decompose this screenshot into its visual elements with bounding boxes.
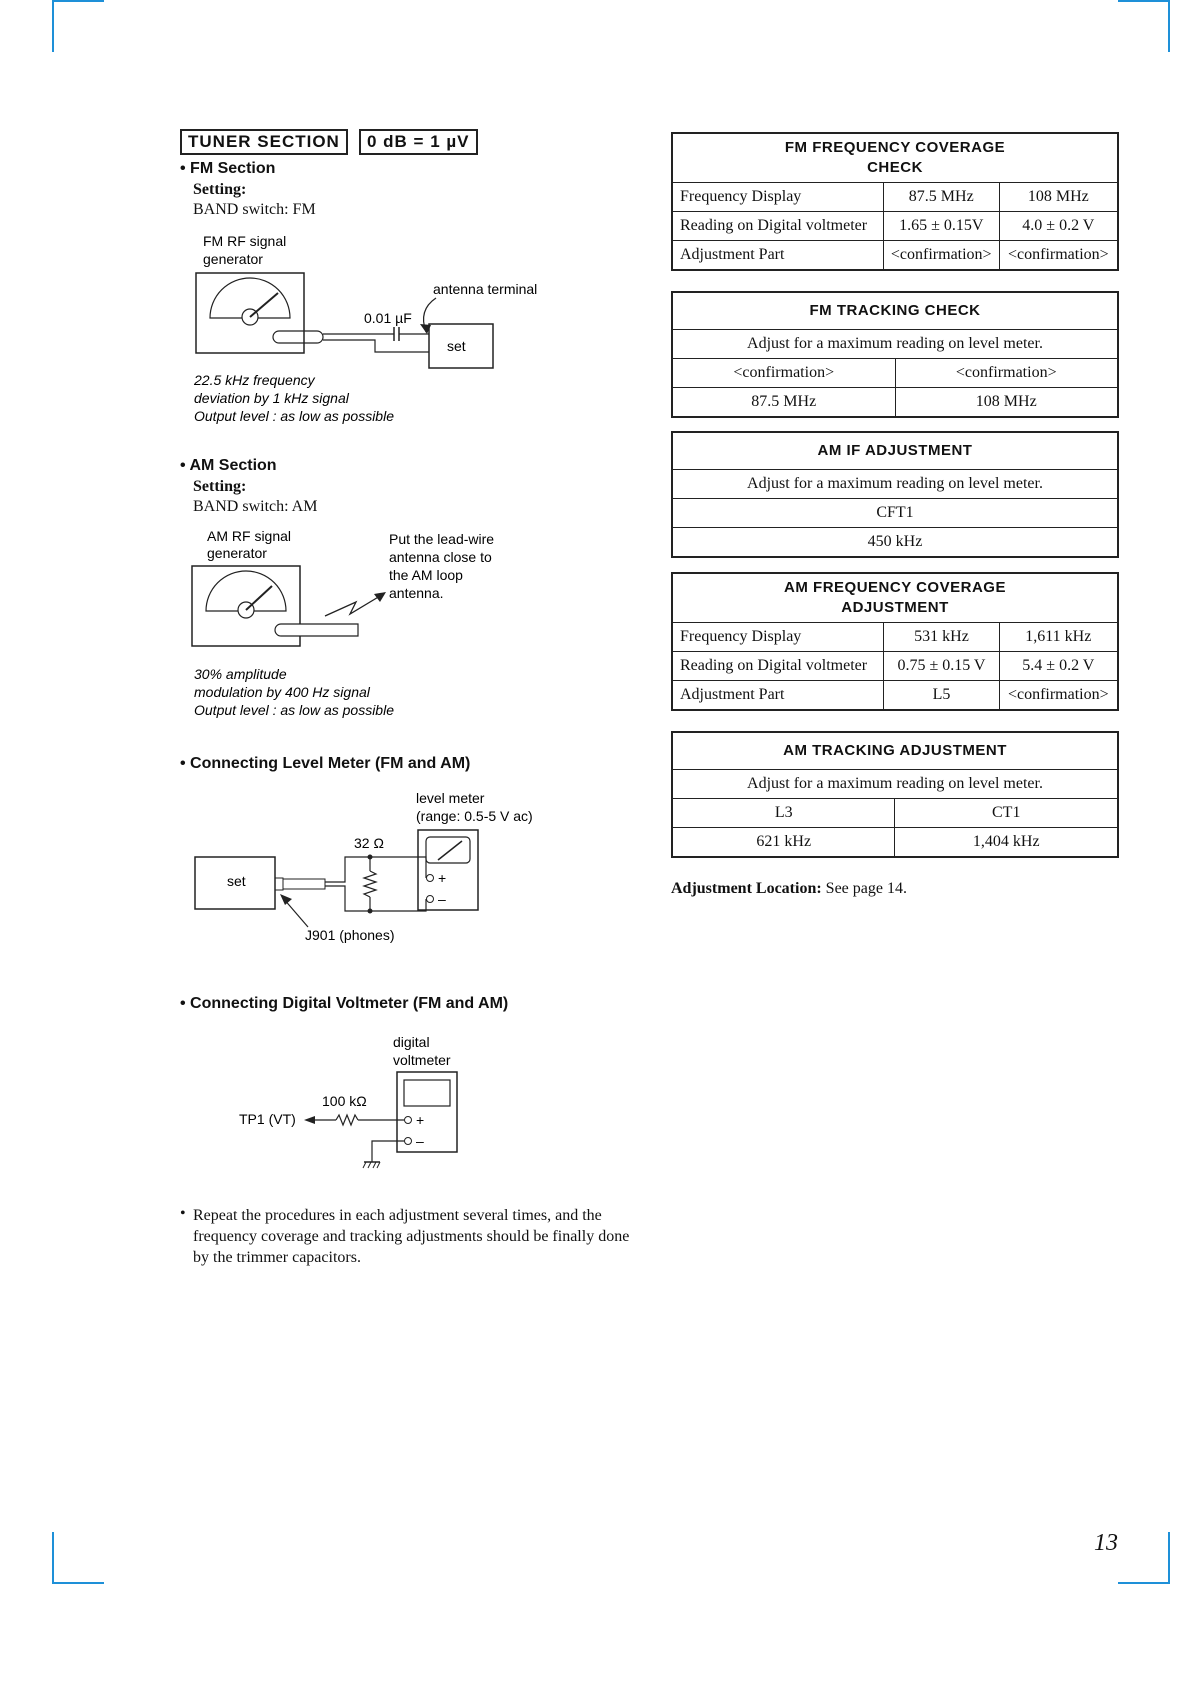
table-row: [672, 388, 1118, 418]
table-cell: <confirmation>: [672, 359, 895, 388]
voltmeter-diagram: [180, 1030, 520, 1180]
am-generator-needle: [246, 586, 272, 610]
crop-mark-bl-v: [52, 1532, 54, 1584]
am-connection-diagram: [180, 524, 540, 724]
table-cell: Adjust for a maximum reading on level meter.: [672, 330, 1118, 359]
fm-generator-needle: [250, 293, 278, 317]
crop-mark-tr-h: [1118, 0, 1170, 2]
am-band-switch: BAND switch: AM: [193, 498, 318, 515]
am-lead-text-1: Put the lead-wire: [389, 531, 495, 547]
level-meter-needle: [438, 841, 462, 860]
level-meter-resistor: [364, 871, 376, 897]
table-cell: 450 kHz: [672, 528, 1118, 558]
voltmeter-display: [404, 1080, 450, 1106]
voltmeter-ground-hatch-4: [377, 1162, 380, 1168]
am-frequency-coverage-table: [671, 572, 1119, 711]
am-coverage-title: AM FREQUENCY COVERAGE ADJUSTMENT: [672, 573, 1118, 623]
level-meter-display: [426, 837, 470, 863]
voltmeter-minus-terminal: [405, 1138, 412, 1145]
table-cell: <confirmation>: [999, 241, 1118, 271]
fm-generator-label-1: FM RF signal: [203, 233, 287, 249]
table-cell: 5.4 ± 0.2 V: [999, 652, 1118, 681]
level-meter-jack-arrowhead: [280, 894, 292, 905]
fm-capacitor-label: 0.01 µF: [364, 310, 412, 326]
table-cell: 108 MHz: [999, 183, 1118, 212]
am-if-table: [671, 431, 1119, 558]
table-cell: L3: [672, 799, 895, 828]
crop-mark-tl-h: [52, 0, 104, 2]
table-row: [672, 330, 1118, 359]
fm-section-heading: • FM Section: [180, 160, 276, 177]
adjustment-location: [671, 880, 907, 898]
fm-band-switch: BAND switch: FM: [193, 201, 316, 218]
level-meter-label-1: level meter: [416, 790, 485, 806]
crop-mark-tr-v: [1168, 0, 1170, 52]
am-lead-wire: [275, 624, 358, 636]
repeat-note-bullet: •: [180, 1205, 186, 1222]
table-cell: 4.0 ± 0.2 V: [999, 212, 1118, 241]
am-section-heading: • AM Section: [180, 457, 277, 474]
adjustment-location-text: See page 14.: [821, 880, 907, 897]
table-cell: <confirmation>: [895, 359, 1118, 388]
voltmeter-plus-terminal: [405, 1117, 412, 1124]
table-cell: L5: [884, 681, 999, 711]
table-cell: Frequency Display: [672, 623, 884, 652]
am-tracking-title: AM TRACKING ADJUSTMENT: [672, 732, 1118, 770]
am-lead-text-2: antenna close to: [389, 549, 492, 565]
table-cell: 0.75 ± 0.15 V: [884, 652, 999, 681]
am-note-3: Output level : as low as possible: [194, 702, 394, 718]
voltmeter-tp-arrowhead: [304, 1116, 315, 1124]
level-meter-diagram: [180, 785, 560, 945]
am-generator-label-1: AM RF signal: [207, 528, 292, 544]
voltmeter-ground-hatch-1: [363, 1162, 366, 1168]
table-cell: Frequency Display: [672, 183, 883, 212]
table-cell: 1.65 ± 0.15V: [883, 212, 999, 241]
table-row: [672, 499, 1118, 528]
level-meter-jack-label: J901 (phones): [305, 927, 395, 943]
adjustment-location-label: Adjustment Location:: [671, 880, 822, 897]
voltmeter-heading: • Connecting Digital Voltmeter (FM and AM): [180, 995, 509, 1012]
voltmeter-plus-sign: +: [416, 1112, 425, 1128]
table-row: [672, 241, 1118, 271]
crop-mark-tl-v: [52, 0, 54, 52]
table-row: [672, 799, 1118, 828]
level-meter-plug: [275, 878, 283, 890]
fm-note-3: Output level : as low as possible: [194, 408, 394, 424]
reference-level-title: 0 dB = 1 µV: [359, 129, 478, 155]
am-radiation-arrowhead: [374, 592, 386, 602]
table-row: [672, 623, 1118, 652]
table-cell: Adjustment Part: [672, 241, 883, 271]
table-cell: 108 MHz: [895, 388, 1118, 418]
table-cell: Adjustment Part: [672, 681, 884, 711]
fm-antenna-terminal-label: antenna terminal: [433, 281, 538, 297]
fm-generator-label-2: generator: [203, 251, 263, 267]
am-if-title: AM IF ADJUSTMENT: [672, 432, 1118, 470]
fm-ground-wire: [323, 340, 429, 352]
table-cell: Adjust for a maximum reading on level meter.: [672, 470, 1118, 499]
fm-set-label: set: [447, 338, 466, 354]
crop-mark-bl-h: [52, 1582, 104, 1584]
am-generator-label-2: generator: [207, 545, 267, 561]
tuner-section-title: TUNER SECTION: [180, 129, 348, 155]
level-meter-plug-sleeve: [283, 879, 325, 889]
table-row: [672, 212, 1118, 241]
table-cell: <confirmation>: [999, 681, 1118, 711]
table-cell: 1,611 kHz: [999, 623, 1118, 652]
table-row: [672, 183, 1118, 212]
level-meter-set-label: set: [227, 873, 246, 889]
table-cell: 621 kHz: [672, 828, 895, 858]
level-meter-node-top: [368, 855, 373, 860]
am-note-2: modulation by 400 Hz signal: [194, 684, 370, 700]
am-lead-text-4: antenna.: [389, 585, 444, 601]
table-row: [672, 528, 1118, 558]
level-meter-heading: • Connecting Level Meter (FM and AM): [180, 755, 471, 772]
level-meter-resistor-label: 32 Ω: [354, 835, 384, 851]
table-row: [672, 359, 1118, 388]
level-meter-wire-top: [325, 857, 426, 882]
crop-mark-br-v: [1168, 1532, 1170, 1584]
voltmeter-ground-hatch-2: [368, 1162, 371, 1168]
fm-tracking-title: FM TRACKING CHECK: [672, 292, 1118, 330]
voltmeter-ground-hatch-3: [373, 1162, 376, 1168]
fm-cable-connector: [273, 331, 323, 343]
table-cell: CFT1: [672, 499, 1118, 528]
table-row: [672, 652, 1118, 681]
am-setting-label: Setting:: [193, 478, 247, 495]
repeat-note: Repeat the procedures in each adjustment several times, and the frequency coverage and tracking adjustments should be finally done by the trimmer capacitors.: [193, 1207, 630, 1266]
table-cell: CT1: [895, 799, 1118, 828]
level-meter-minus-terminal: [427, 896, 434, 903]
voltmeter-minus-sign: –: [416, 1133, 424, 1149]
voltmeter-resistor-label: 100 kΩ: [322, 1093, 367, 1109]
table-cell: 87.5 MHz: [883, 183, 999, 212]
level-meter-node-bottom: [368, 909, 373, 914]
crop-mark-br-h: [1118, 1582, 1170, 1584]
level-meter-minus-sign: –: [438, 891, 446, 907]
table-cell: 531 kHz: [884, 623, 999, 652]
table-row: [672, 681, 1118, 711]
fm-tracking-table: [671, 291, 1119, 418]
table-cell: 1,404 kHz: [895, 828, 1118, 858]
fm-note-2: deviation by 1 kHz signal: [194, 390, 349, 406]
level-meter-plus-terminal: [427, 875, 434, 882]
am-lead-text-3: the AM loop: [389, 567, 463, 583]
level-meter-label-2: (range: 0.5-5 V ac): [416, 808, 533, 824]
fm-setting-label: Setting:: [193, 181, 247, 198]
page-number: 13: [1094, 1530, 1118, 1556]
voltmeter-tp-label: TP1 (VT): [239, 1111, 296, 1127]
table-row: [672, 828, 1118, 858]
level-meter-plus-sign: +: [438, 870, 447, 886]
am-tracking-table: [671, 731, 1119, 858]
table-cell: 87.5 MHz: [672, 388, 895, 418]
fm-frequency-coverage-table: [671, 132, 1119, 271]
voltmeter-label-2: voltmeter: [393, 1052, 451, 1068]
table-row: [672, 470, 1118, 499]
table-cell: <confirmation>: [883, 241, 999, 271]
table-cell: Reading on Digital voltmeter: [672, 652, 884, 681]
am-note-1: 30% amplitude: [194, 666, 287, 682]
table-cell: Reading on Digital voltmeter: [672, 212, 883, 241]
fm-connection-diagram: [180, 228, 560, 428]
table-cell: Adjust for a maximum reading on level meter.: [672, 770, 1118, 799]
am-radiation-zigzag: [325, 596, 380, 616]
table-row: [672, 770, 1118, 799]
fm-note-1: 22.5 kHz frequency: [194, 372, 315, 388]
fm-coverage-title: FM FREQUENCY COVERAGE CHECK: [672, 133, 1118, 183]
voltmeter-label-1: digital: [393, 1034, 430, 1050]
voltmeter-resistor: [336, 1115, 358, 1125]
